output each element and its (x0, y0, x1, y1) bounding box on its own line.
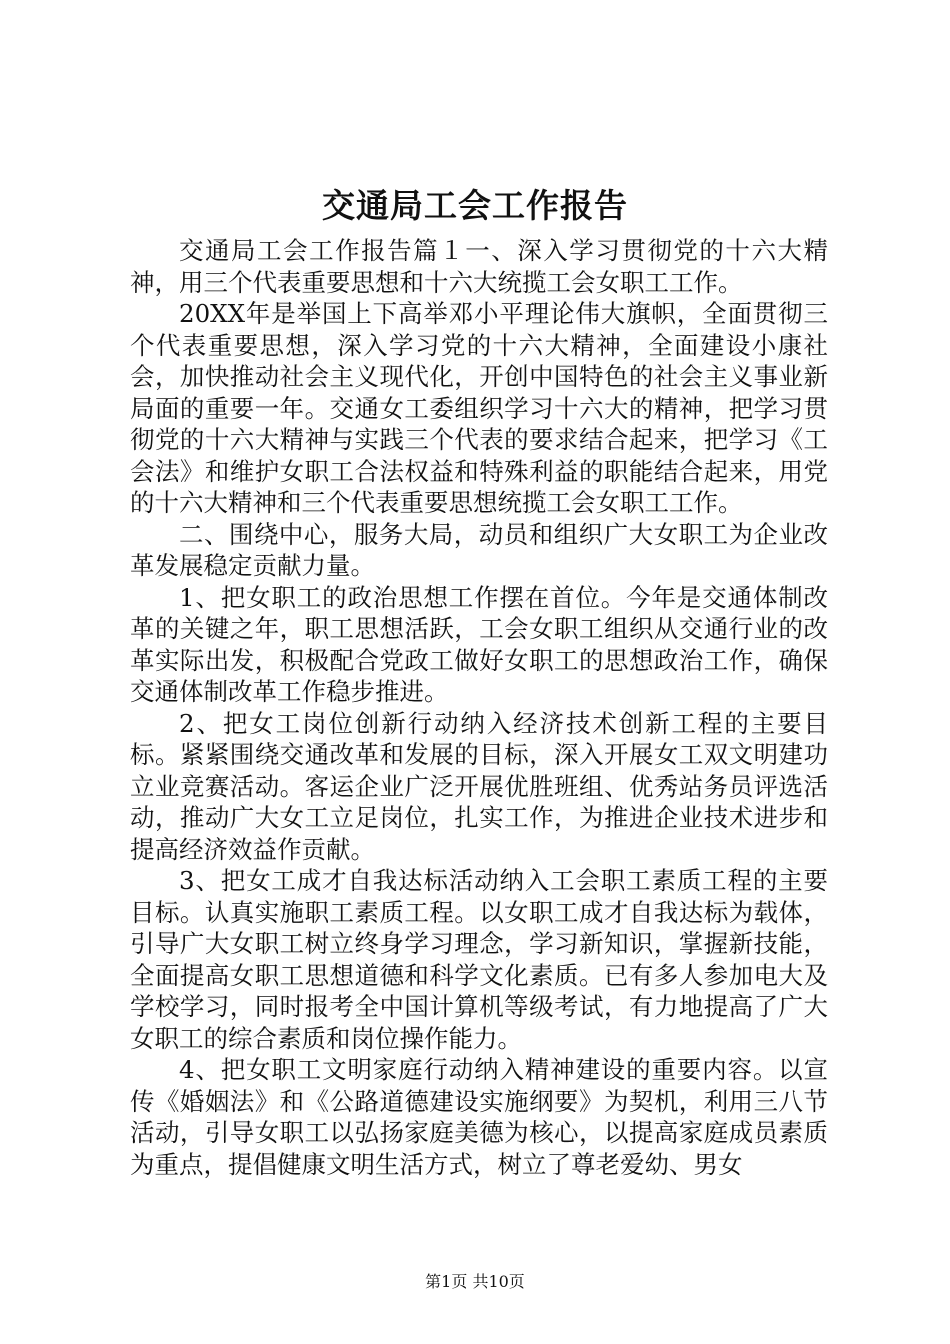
paragraph-intro: 交通局工会工作报告篇１一、深入学习贯彻党的十六大精神，用三个代表重要思想和十六大统揽工会女职工工作。 (130, 236, 828, 297)
paragraph-item-2: 2、把女工岗位创新行动纳入经济技术创新工程的主要目标。紧紧围绕交通改革和发展的目标，深入开展女工双文明建功立业竞赛活动。客运企业广泛开展优胜班组、优秀站务员评选活动，推动广大女工立足岗位，扎实工作，为推进企业技术进步和提高经济效益作贡献。 (130, 708, 828, 864)
page-number-footer: 第1页 共10页 (425, 1272, 525, 1291)
document-body (130, 235, 828, 1180)
paragraph-item-1: 1、把女职工的政治思想工作摆在首位。今年是交通体制改革的关键之年，职工思想活跃，工会女职工组织从交通行业的改革实际出发，积极配合党政工做好女职工的思想政治工作，确保交通体制改革工作稳步推进。 (130, 582, 828, 706)
paragraph-section-two: 二、围绕中心，服务大局，动员和组织广大女职工为企业改革发展稳定贡献力量。 (130, 519, 828, 580)
paragraph-20xx: 20XX年是举国上下高举邓小平理论伟大旗帜，全面贯彻三个代表重要思想，深入学习党的十六大精神，全面建设小康社会，加快推动社会主义现代化，开创中国特色的社会主义事业新局面的重要一年。交通女工委组织学习十六大的精神，把学习贯彻党的十六大精神与实践三个代表的要求结合起来，把学习《工会法》和维护女职工合法权益和特殊利益的职能结合起来，用党的十六大精神和三个代表重要思想统揽工会女职工工作。 (130, 299, 828, 517)
paragraph-item-4: 4、把女职工文明家庭行动纳入精神建设的重要内容。以宣传《婚姻法》和《公路道德建设实施纲要》为契机，利用三八节活动，引导女职工以弘扬家庭美德为核心，以提高家庭成员素质为重点，提倡健康文明生活方式，树立了尊老爱幼、男女 (130, 1055, 828, 1179)
paragraph-item-3: 3、把女工成才自我达标活动纳入工会职工素质工程的主要目标。认真实施职工素质工程。以女职工成才自我达标为载体，引导广大女职工树立终身学习理念，学习新知识，掌握新技能，全面提高女职工思想道德和科学文化素质。已有多人参加电大及学校学习，同时报考全中国计算机等级考试，有力地提高了广大女职工的综合素质和岗位操作能力。 (130, 866, 828, 1053)
document-title: 交通局工会工作报告 (322, 186, 628, 225)
